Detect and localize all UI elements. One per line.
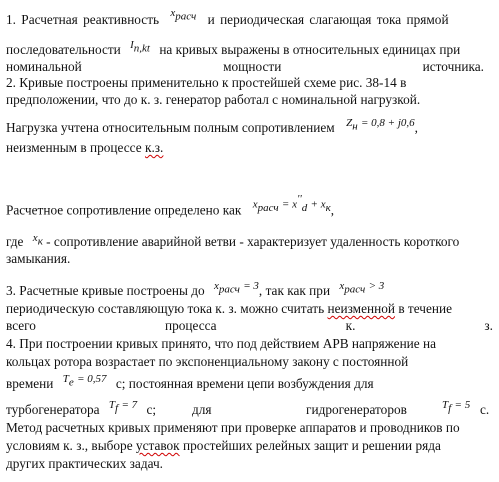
p6-line6: условиям к. з., выборе уставок простейших релейных защит и решении ряда xyxy=(6,438,441,453)
p5-line2: периодическую составляющую тока к. з. можно считать неизменной в течение xyxy=(6,301,453,316)
p2-line4: неизменным в процессе к.з. xyxy=(6,140,164,155)
p2-line1: 2. Кривые построены применительно к простейшей схеме рис. 38-14 в xyxy=(6,75,407,90)
x-rasch-eq-3-formula: $x_{расч} = 3$ xyxy=(214,280,259,296)
p1-text-c: последовательности xyxy=(6,42,121,57)
p1-text-b: и периодическая слагающая тока прямой xyxy=(207,12,449,27)
te-formula: $T_e = 0,57$ xyxy=(62,373,107,389)
p6-line1: 4. При построении кривых принято, что под действием АРВ напряжение на xyxy=(6,336,437,351)
p1-text-d: на кривых выражены в относительных единицах при xyxy=(159,42,461,57)
p4-line2: замыкания. xyxy=(6,251,71,266)
tf-turbo-formula: $T_f = 7$ xyxy=(108,399,138,415)
p2-line2: предположении, что до к. з. генератор работал с номинальной нагрузкой. xyxy=(6,92,421,107)
p5-line1: 3. Расчетные кривые построены до $x_{расч} = 3$, так как при $x_{расч} > 3$ xyxy=(6,283,384,302)
p6-line5: Метод расчетных кривых применяют при проверке аппаратов и проводников по xyxy=(6,420,460,435)
p6-line7: других практических задач. xyxy=(6,456,163,471)
p1-line3: номинальной мощности источника. xyxy=(6,59,484,74)
p4-line1: где $x_к$ - сопротивление аварийной ветви - характеризует удаленность короткого xyxy=(6,234,459,253)
p3-line1: Расчетное сопротивление определено как $x_{расч} = x''_d + x_к$, xyxy=(6,193,335,218)
i-nkt-formula: $I_{n,kt}$ xyxy=(130,39,150,55)
p2-line3: Нагрузка учтена относительным полным сопротивлением $Z_н = 0,8 + j0,6$, xyxy=(6,120,418,139)
p1-text-a: 1. Расчетная реактивность xyxy=(6,12,160,27)
z-formula: $Z_н = 0,8 + j0,6$ xyxy=(346,117,415,133)
tf-hydro-formula: $T_f = 5$ xyxy=(442,399,471,415)
p1-line1 xyxy=(6,7,449,31)
p6-line3: времени $T_e = 0,57$ с; постоянная времени цепи возбуждения для xyxy=(6,376,374,395)
x-rasch-formula: $x_{расч}$ xyxy=(170,7,197,23)
p6-line4: турбогенератора $T_f = 7$ с; для гидрогенераторов $T_f = 5$ с. xyxy=(6,402,493,421)
xk-formula: $x_к$ xyxy=(32,232,43,248)
x-rasch-gt-3-formula: $x_{расч} > 3$ xyxy=(339,280,385,296)
x-rasch-definition-formula: $x_{расч} = x''_d + x_к$ xyxy=(252,193,331,215)
p5-line3: всего процесса к. з. xyxy=(6,318,493,333)
p1-line2 xyxy=(6,39,461,61)
p6-line2: кольцах ротора возрастает по экспоненциальному закону с постоянной xyxy=(6,354,409,369)
